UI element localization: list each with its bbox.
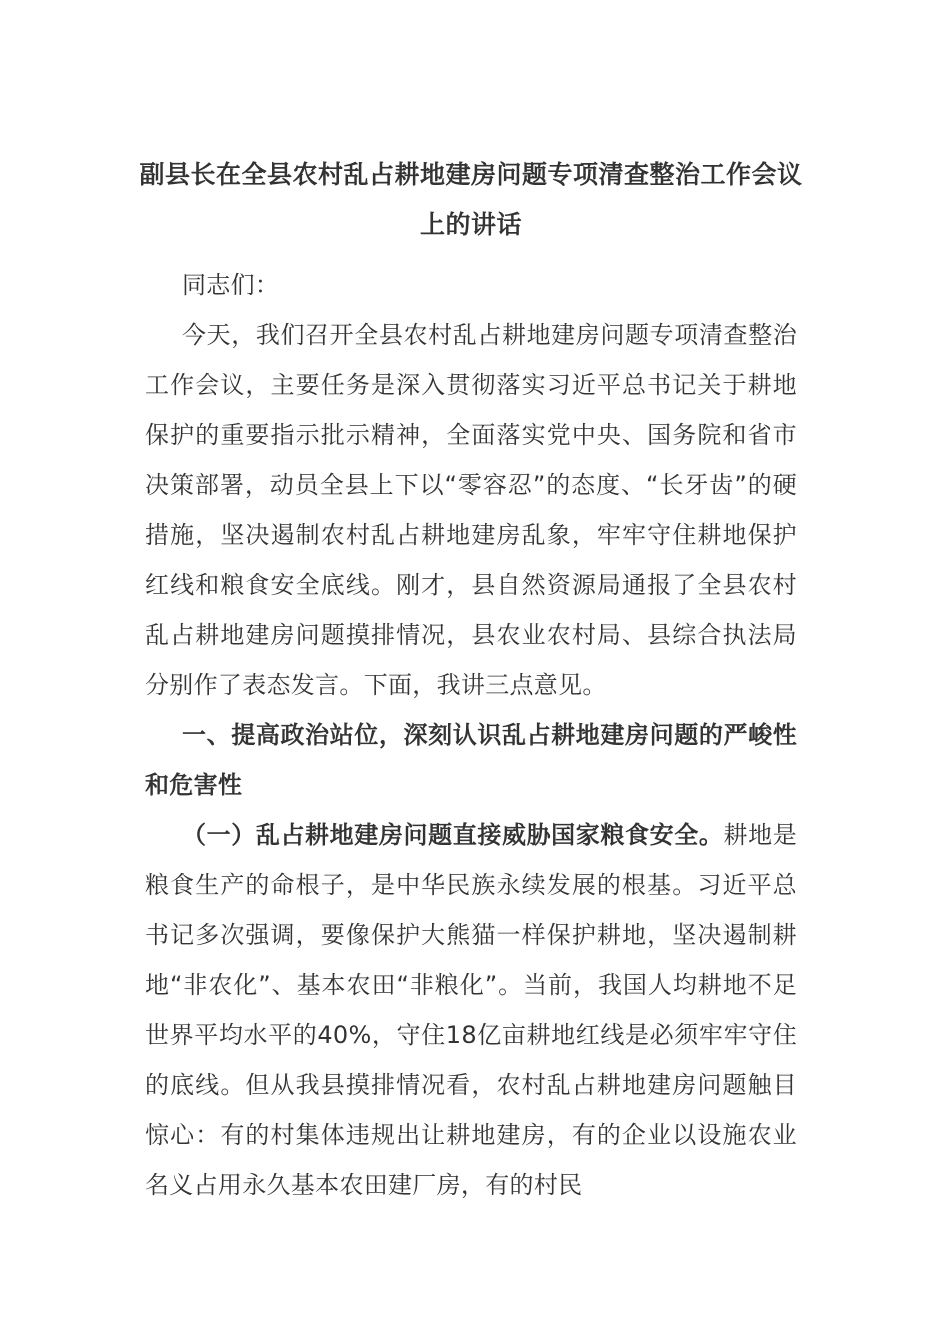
document-title: 副县长在全县农村乱占耕地建房问题专项清查整治工作会议上的讲话	[139, 160, 803, 239]
document-page	[139, 150, 803, 1210]
subsection-body-1: 耕地是粮食生产的命根子，是中华民族永续发展的根基。习近平总书记多次强调，要像保护大熊猫一样保护耕地，坚决遏制耕地“非农化”、基本农田“非粮化”。当前，我国人均耕地不足世界平均水平的40%，守住18亿亩耕地红线是必须牢牢守住的底线。但从我县摸排情况看，农村乱占耕地建房问题触目惊心：有的村集体违规出让耕地建房，有的企业以设施农业名义占用永久基本农田建厂房，有的村民	[145, 821, 797, 1199]
intro-paragraph: 今天，我们召开全县农村乱占耕地建房问题专项清查整治工作会议，主要任务是深入贯彻落实习近平总书记关于耕地保护的重要指示批示精神，全面落实党中央、国务院和省市决策部署，动员全县上下以“零容忍”的态度、“长牙齿”的硬措施，坚决遏制农村乱占耕地建房乱象，牢牢守住耕地保护红线和粮食安全底线。刚才，县自然资源局通报了全县农村乱占耕地建房问题摸排情况，县农业农村局、县综合执法局分别作了表态发言。下面，我讲三点意见。	[145, 321, 797, 699]
subsection-paragraph-1	[145, 810, 797, 1210]
salutation: 同志们：	[182, 271, 280, 299]
section-heading-1: 一、提高政治站位，深刻认识乱占耕地建房问题的严峻性和危害性	[145, 721, 797, 799]
subsection-heading-1: （一）乱占耕地建房问题直接威胁国家粮食安全。	[182, 821, 724, 849]
